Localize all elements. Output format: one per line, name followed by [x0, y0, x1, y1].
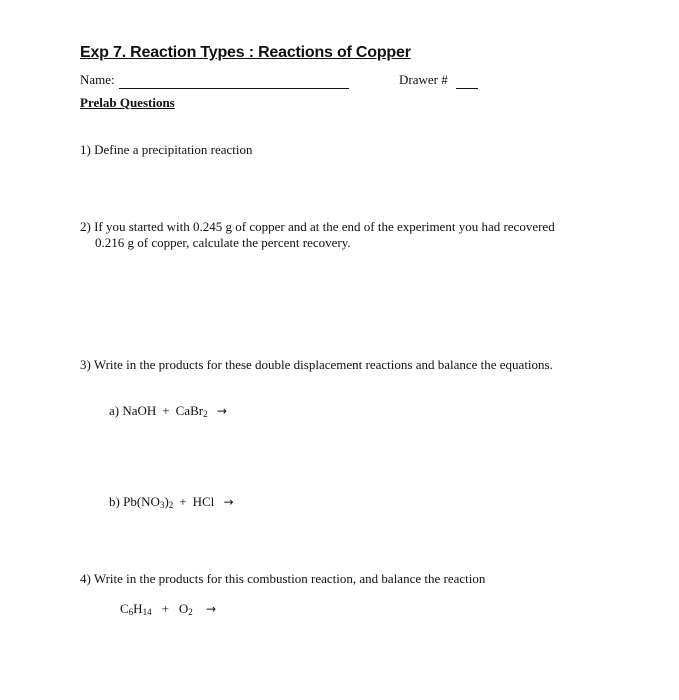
plus-sign: +	[161, 601, 169, 616]
question-2-line-2: 0.216 g of copper, calculate the percent recovery.	[95, 235, 351, 250]
drawer-blank-line	[456, 88, 478, 89]
equation-b-reactant-2: HCl	[192, 494, 215, 509]
equation-b-label: b)	[109, 494, 120, 509]
reaction-arrow-icon: →	[206, 602, 217, 616]
question-2-line-1: 2) If you started with 0.245 g of copper and at the end of the experiment you had recovered	[80, 219, 555, 234]
section-heading: Prelab Questions	[80, 95, 175, 110]
plus-sign: +	[179, 494, 187, 509]
equation-a-label: a)	[109, 403, 120, 418]
equation-a-reactant-2: CaBr	[175, 403, 204, 418]
equation-c-reactant-1-h: H	[133, 601, 143, 616]
subscript: 2	[188, 607, 193, 617]
equation-b	[109, 494, 234, 510]
name-label: Name:	[80, 72, 115, 87]
equation-c-reactant-2: O	[178, 601, 189, 616]
subscript: 14	[142, 607, 152, 617]
equation-c-reactant-1: C	[120, 601, 129, 616]
subscript: 3	[159, 500, 165, 510]
question-1: 1) Define a precipitation reaction	[80, 142, 253, 157]
reaction-arrow-icon: →	[216, 404, 227, 418]
equation-a-reactant-1: NaOH	[122, 403, 157, 418]
subscript: 2	[203, 409, 208, 419]
equation-c	[120, 601, 216, 617]
subscript: 6	[128, 607, 134, 617]
equation-b-reactant-1-close: )	[164, 494, 169, 509]
question-4: 4) Write in the products for this combustion reaction, and balance the reaction	[80, 571, 486, 586]
equation-a	[109, 403, 227, 419]
drawer-label: Drawer #	[399, 72, 448, 87]
question-3: 3) Write in the products for these double displacement reactions and balance the equations.	[80, 357, 553, 372]
subscript: 2	[168, 500, 174, 510]
page-title: Exp 7. Reaction Types : Reactions of Copper	[80, 44, 411, 61]
name-blank-line	[119, 88, 349, 89]
plus-sign: +	[162, 403, 170, 418]
equation-b-reactant-1: Pb(NO	[123, 494, 160, 509]
reaction-arrow-icon: →	[223, 495, 234, 509]
